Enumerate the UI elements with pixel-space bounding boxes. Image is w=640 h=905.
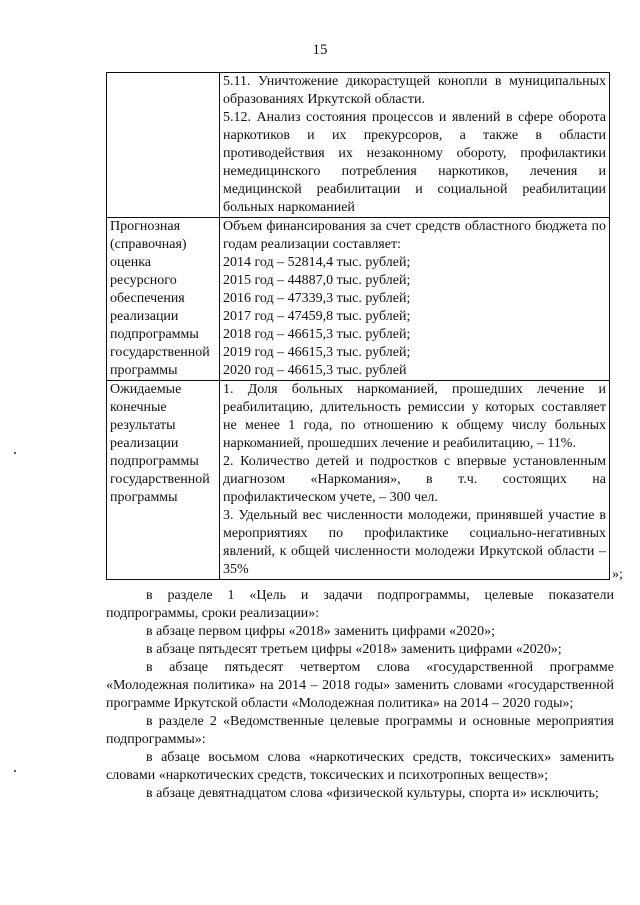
- funding-year: 2020 год – 46615,3 тыс. рублей: [223, 363, 407, 378]
- amendment-text: [106, 587, 614, 803]
- paragraph: в абзаце пятьдесят четвертом слова «государственной программе «Молодежная политика» на 2014 – 2018 годы» заменить словами «государственной программе Иркутской области «Молодежная политика» на 2014 – 2020 годы»;: [106, 660, 614, 711]
- row-content-cell: [220, 218, 610, 381]
- list-item: 5.11. Уничтожение дикорастущей конопли в муниципальных образованиях Иркутской области.: [223, 74, 606, 107]
- paragraph: в абзаце восьмом слова «наркотических средств, токсических» заменить словами «наркотических средств, токсических и психотропных веществ»;: [106, 750, 614, 783]
- passport-table: [106, 72, 610, 580]
- paragraph: в разделе 1 «Цель и задачи подпрограммы, целевые показатели подпрограммы, сроки реализации»:: [106, 588, 614, 621]
- row-label-line: обеспечения: [110, 291, 185, 306]
- list-item: 3. Удельный вес численности молодежи, принявшей участие в мероприятиях по профилактике социально-негативных явлений, к общей численности молодежи Иркутской области – 35%: [223, 508, 606, 577]
- page-number: 15: [312, 42, 328, 58]
- scan-speck: [14, 452, 16, 454]
- funding-intro: Объем финансирования за счет средств областного бюджета по годам реализации составляет:: [223, 219, 606, 252]
- funding-year: 2014 год – 52814,4 тыс. рублей;: [223, 255, 411, 270]
- funding-year: 2019 год – 46615,3 тыс. рублей;: [223, 345, 411, 360]
- row-label-line: подпрограммы: [110, 327, 199, 342]
- funding-year: 2016 год – 47339,3 тыс. рублей;: [223, 291, 411, 306]
- row-label-line: государственной: [110, 345, 210, 360]
- row-label-line: реализации: [110, 436, 179, 451]
- list-item: 5.12. Анализ состояния процессов и явлений в сфере оборота наркотиков и их прекурсоров, а также в области противодействия их незаконному обороту, профилактики немедицинского потребления наркотиков, лечения и медицинской реабилитации и социальной реабилитации больных наркоманией: [223, 110, 606, 215]
- scan-speck: [14, 770, 16, 772]
- row-label-cell: [107, 218, 220, 381]
- row-content-cell: [220, 381, 610, 580]
- paragraph: в разделе 2 «Ведомственные целевые программы и основные мероприятия подпрограммы»:: [106, 714, 614, 747]
- funding-year: 2018 год – 46615,3 тыс. рублей;: [223, 327, 411, 342]
- row-label-line: реализации: [110, 309, 179, 324]
- row-label-line: (справочная): [110, 237, 187, 252]
- row-label-line: результаты: [110, 418, 176, 433]
- row-label-cell: [107, 381, 220, 580]
- table-row: [107, 218, 610, 381]
- paragraph: в абзаце пятьдесят третьем цифры «2018» заменить цифрами «2020»;: [146, 642, 562, 657]
- row-label-line: Прогнозная: [110, 219, 181, 234]
- funding-year: 2017 год – 47459,8 тыс. рублей;: [223, 309, 411, 324]
- row-label-line: программы: [110, 490, 178, 505]
- row-label-line: ресурсного: [110, 273, 177, 288]
- list-item: 1. Доля больных наркоманией, прошедших лечение и реабилитацию, длительность ремиссии у которых составляет не менее 1 года, по отношению к общему числу больных наркоманией, прошедших лечение и реабилитацию, – 11%.: [223, 382, 606, 451]
- row-label-line: конечные: [110, 400, 167, 415]
- row-content-cell: [220, 73, 610, 218]
- paragraph: в абзаце девятнадцатом слова «физической культуры, спорта и» исключить;: [146, 786, 599, 801]
- table-row: [107, 73, 610, 218]
- row-label-line: подпрограммы: [110, 454, 199, 469]
- table-row: [107, 381, 610, 580]
- paragraph: в абзаце первом цифры «2018» заменить цифрами «2020»;: [146, 624, 495, 639]
- funding-year: 2015 год – 44887,0 тыс. рублей;: [223, 273, 411, 288]
- row-label-cell: [107, 73, 220, 218]
- row-label-line: государственной: [110, 472, 210, 487]
- row-label-line: Ожидаемые: [110, 382, 182, 397]
- list-item: 2. Количество детей и подростков с впервые установленным диагнозом «Наркомания», в т.ч. состоящих на профилактическом учете, – 300 чел.: [223, 454, 606, 505]
- closing-quote-mark: »;: [612, 567, 623, 582]
- row-label-line: оценка: [110, 255, 152, 270]
- row-label-line: программы: [110, 363, 178, 378]
